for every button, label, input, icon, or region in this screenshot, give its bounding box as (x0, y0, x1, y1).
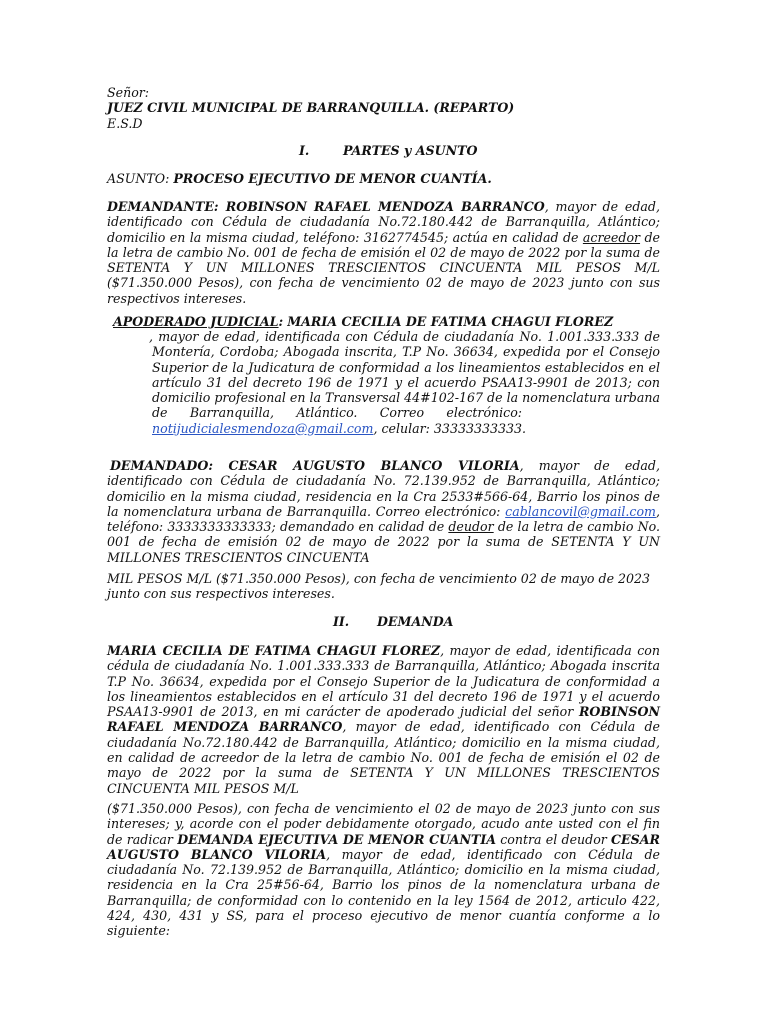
demandante-text-1: , mayor de edad, identificado con Cédula de ciudadanía No.72.180.442 de Barranquilla, Atlántico; domicilio en la misma ciudad, teléfono: 3162774545; actúa en calidad de (107, 199, 660, 245)
apoderado-text-1: , mayor de edad, identificada con Cédula de ciudadanía No. 1.001.333.333 de Montería, Cordoba; Abogada inscrita, T.P No. 36634, expedida por el Consejo Superior de la Judicatura de conformidad a los lineamientos establecidos en el artículo 31 del decreto 196 de 1971 y el acuerdo PSAA13-9901 de 2013; con domicilio profesional en la Transversal 44#102-167 de la nomenclatura urbana de Barranquilla, Atlántico. Correo electrónico: (149, 329, 660, 421)
section-number: I. (299, 143, 310, 158)
demandado-text-1: , mayor de edad, identificado con Cédula de ciudadanía No. 72.139.952 de Barranquilla, Atlántico; domicilio en la misma ciudad, residencia en la Cra 2533#566-64, Barrio los pinos de la nomenclatura urbana de Barranquilla. Correo electrónico: (107, 458, 660, 519)
demanda-text-4: contra el deudor (496, 831, 612, 847)
section-title: PARTES y ASUNTO (343, 143, 478, 158)
demanda-paragraph-continuation (107, 801, 660, 939)
apoderado-label: APODERADO JUDICIAL (113, 314, 279, 329)
demanda-text-1: , mayor de edad, identificada con cédula de ciudadanía No. 1.001.333.333 de Barranquilla, Atlántico; Abogada inscrita T.P No. 36634, expedida por el Consejo Superior de la Judicatura de conformidad a los lineamientos establecidos en el artículo 31 del decreto 196 de 1971 y el acuerdo PSAA13-9901 de 2013, en mi carácter de apoderado judicial del señor (107, 643, 660, 720)
demanda-text-3: ($71.350.000 Pesos), con fecha de vencimiento el 02 de mayo de 2023 junto con sus intereses; y, acorde con el poder debidamente otorgado, acudo ante usted con el fin de radicar (107, 801, 660, 847)
demandado-text-3: de la letra de cambio No. 001 de fecha de emisión 02 de mayo de 2022 por la suma de SETENTA Y UN MILLONES TRESCIENTOS CINCUENTA (107, 519, 661, 565)
apoderado-colon: : (278, 314, 284, 329)
demanda-text-2: , mayor de edad, identificado con Cédula de ciudadanía No.72.180.442 de Barranquilla, Atlántico; domicilio en la misma ciudad, en calidad de acreedor de la letra de cambio No. 001 de fecha de emisión el 02 de mayo de 2022 por la suma de SETENTA Y UN MILLONES TRESCIENTOS CINCUENTA MIL PESOS M/L (107, 719, 660, 796)
asunto-line (107, 171, 667, 186)
apoderado-first-line (113, 314, 661, 329)
demandado-text-2: , teléfono: 3333333333333; demandado en calidad de (107, 503, 660, 535)
letter-header (107, 85, 667, 131)
demanda-text-5: , mayor de edad, identificado con Cédula de ciudadanía No. 72.139.952 de Barranquilla, Atlántico; domicilio en la misma ciudad, residencia en la Cra 25#56-64, Barrio los pinos de la nomenclatura urbana de Barranquilla; de conformidad con lo contenido en la ley 1564 de 2012, articulo 422, 424, 430, 431 y SS, para el proceso ejecutivo de menor cuantía conforme a lo siguiente: (107, 846, 660, 939)
section-title: DEMANDA (377, 614, 454, 629)
demanda-type: DEMANDA EJECUTIVA DE MENOR CUANTIA (177, 831, 496, 847)
esd-line: E.S.D (107, 115, 143, 131)
apoderado-email-link[interactable]: notijudicialesmendoza@gmail.com (152, 420, 374, 436)
demanda-client-name: ROBINSON RAFAEL MENDOZA BARRANCO (107, 704, 660, 735)
demanda-debtor-name: CESAR AUGUSTO BLANCO VILORIA (107, 831, 660, 862)
demanda-attorney-name: MARIA CECILIA DE FATIMA CHAGUI FLOREZ (107, 643, 441, 658)
apoderado-text-2: , celular: 33333333333. (373, 420, 527, 436)
section-number: II. (333, 614, 350, 629)
apoderado-name: MARIA CECILIA DE FATIMA CHAGUI FLOREZ (287, 314, 614, 329)
acreedor-term: acreedor (582, 229, 641, 245)
demandante-label: DEMANDANTE: ROBINSON RAFAEL MENDOZA BARRANCO (107, 199, 545, 214)
demandado-paragraph (107, 458, 660, 565)
demandado-email-link[interactable]: cablancovil@gmail.com (505, 503, 656, 519)
demanda-paragraph (107, 643, 660, 796)
demandado-continuation (107, 571, 660, 602)
apoderado-paragraph (149, 329, 660, 436)
asunto-label: ASUNTO: (107, 171, 174, 186)
demandante-paragraph (107, 199, 660, 306)
demandante-text-2: de la letra de cambio No. 001 de fecha de emisión el 02 de mayo de 2022 por la suma de SETENTA Y UN MILLONES TRESCIENTOS CINCUENTA MIL PESOS M/L ($71.350.000 Pesos), con fecha de vencimiento 02 de mayo de 2023 junto con sus respectivos intereses. (107, 229, 660, 306)
demandado-text-4: MIL PESOS M/L ($71.350.000 Pesos), con fecha de vencimiento 02 de mayo de 2023 junto con sus respectivos intereses. (107, 571, 651, 602)
judge-addressee: JUEZ CIVIL MUNICIPAL DE BARRANQUILLA. (REPARTO) (107, 100, 515, 116)
demandado-label: DEMANDADO: CESAR AUGUSTO BLANCO VILORIA (110, 458, 520, 473)
deudor-term: deudor (448, 519, 494, 535)
asunto-value: PROCESO EJECUTIVO DE MENOR CUANTÍA. (173, 171, 492, 186)
salutation: Señor: (107, 85, 150, 100)
